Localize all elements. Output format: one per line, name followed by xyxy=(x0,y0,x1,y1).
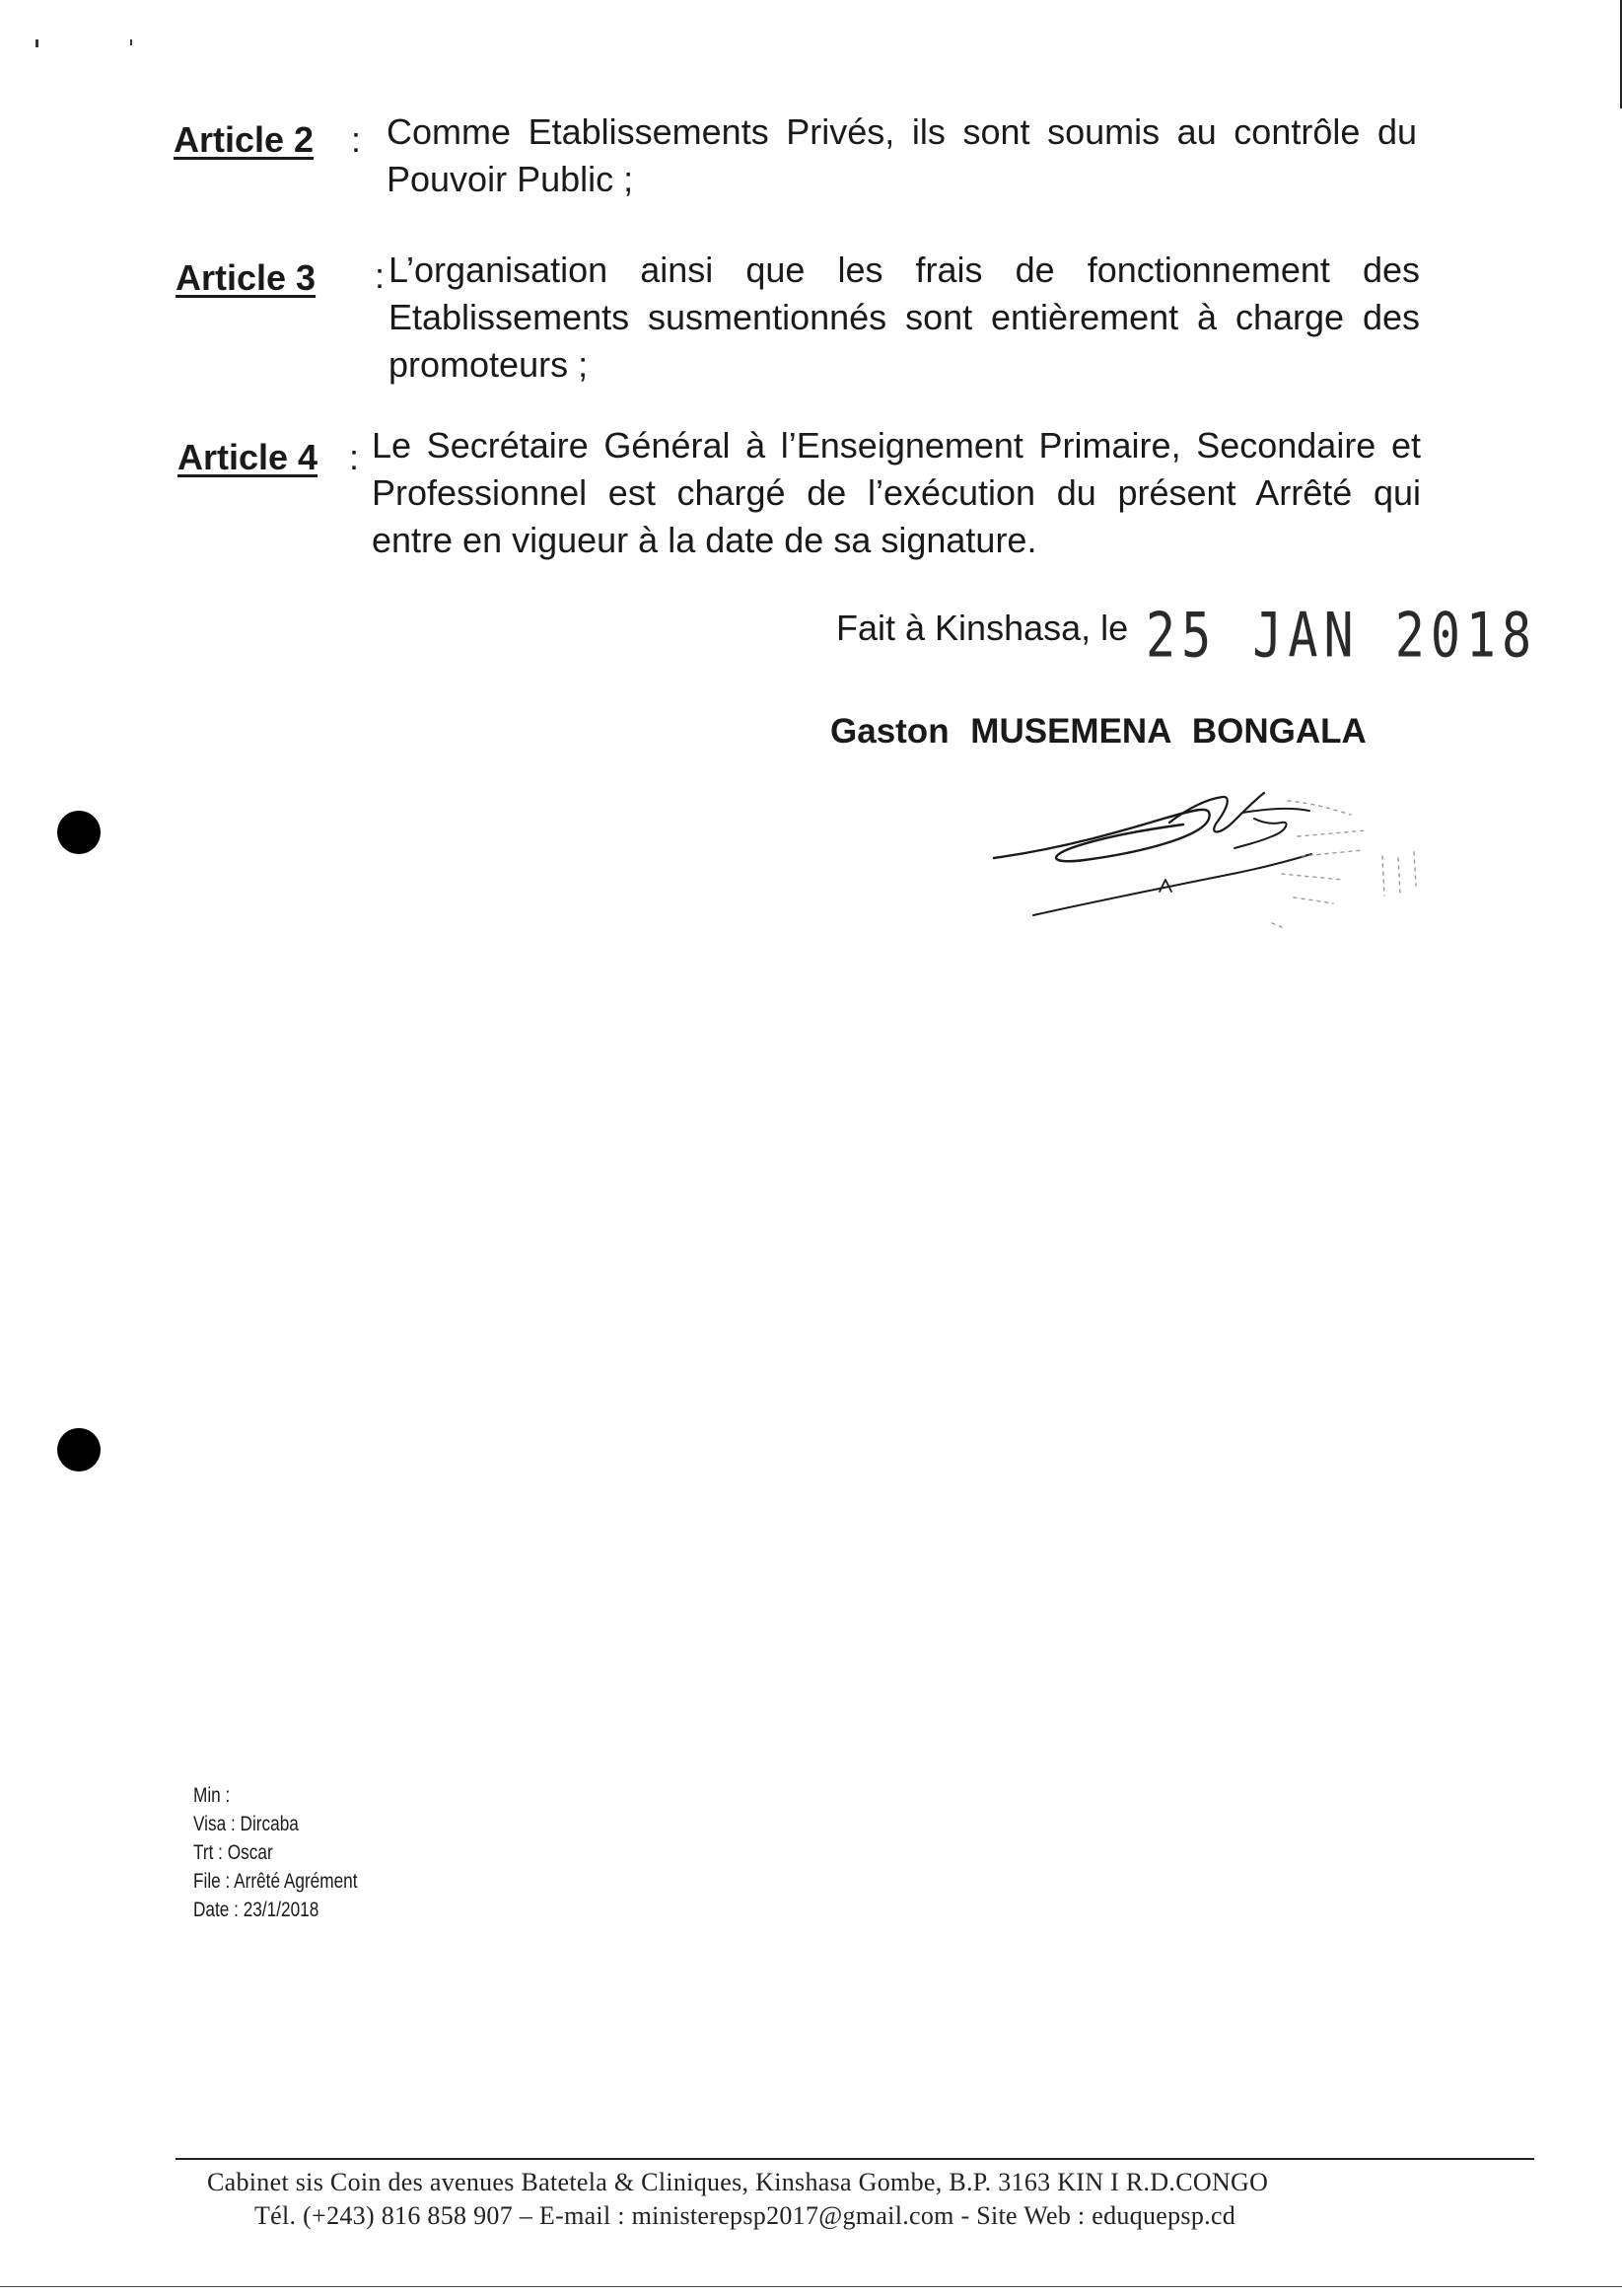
article-line: Pouvoir Public ; xyxy=(387,159,634,199)
handwritten-signature-icon xyxy=(976,779,1430,947)
article-colon: : xyxy=(375,255,386,296)
article-line: Le Secrétaire Général à l’Enseignement Primaire, Secondaire et xyxy=(372,425,1421,466)
note-line: Date : 23/1/2018 xyxy=(193,1899,319,1921)
scan-bottom-line xyxy=(0,2286,1622,2287)
note-line: Trt : Oscar xyxy=(193,1841,273,1864)
article-body xyxy=(372,422,1421,564)
article-line: L’organisation ainsi que les frais de fonctionnement des xyxy=(388,250,1420,290)
signatory-name: Gaston MUSEMENA BONGALA xyxy=(830,712,1367,751)
footer-address: Cabinet sis Coin des avenues Batetela & Cliniques, Kinshasa Gombe, B.P. 3163 KIN I R.D.CONGO xyxy=(207,2168,1269,2196)
article-label: Article 4 xyxy=(177,437,318,477)
article-body xyxy=(388,247,1420,389)
reference-notes xyxy=(193,1781,358,1924)
article-body xyxy=(387,108,1417,203)
scan-speck xyxy=(35,39,38,47)
scan-speck xyxy=(130,39,132,45)
note-line: Visa : Dircaba xyxy=(193,1813,299,1835)
footer-contact: Tél. (+243) 816 858 907 – E-mail : ministerepsp2017@gmail.com - Site Web : eduquepsp.cd xyxy=(254,2201,1236,2230)
article-line: Etablissements susmentionnés sont entièrement à charge des xyxy=(388,297,1420,337)
place-and-date-label: Fait à Kinshasa, le xyxy=(836,608,1129,648)
footer-divider xyxy=(176,2158,1534,2160)
punch-hole xyxy=(57,811,101,854)
article-line: Comme Etablissements Privés, ils sont soumis au contrôle du xyxy=(387,111,1417,152)
article-label: Article 3 xyxy=(176,257,317,298)
article-line: entre en vigueur à la date de sa signature. xyxy=(372,520,1037,560)
punch-hole xyxy=(57,1428,101,1471)
article-label: Article 2 xyxy=(174,119,315,160)
date-stamp: 25 JAN 2018 xyxy=(1146,600,1538,672)
article-colon: : xyxy=(349,437,360,477)
note-line: Min : xyxy=(193,1784,231,1807)
article-line: promoteurs ; xyxy=(388,344,589,385)
article-line: Professionnel est chargé de l’exécution du présent Arrêté qui xyxy=(372,472,1421,513)
note-line: File : Arrêté Agrément xyxy=(193,1870,358,1893)
article-colon: : xyxy=(351,119,362,160)
